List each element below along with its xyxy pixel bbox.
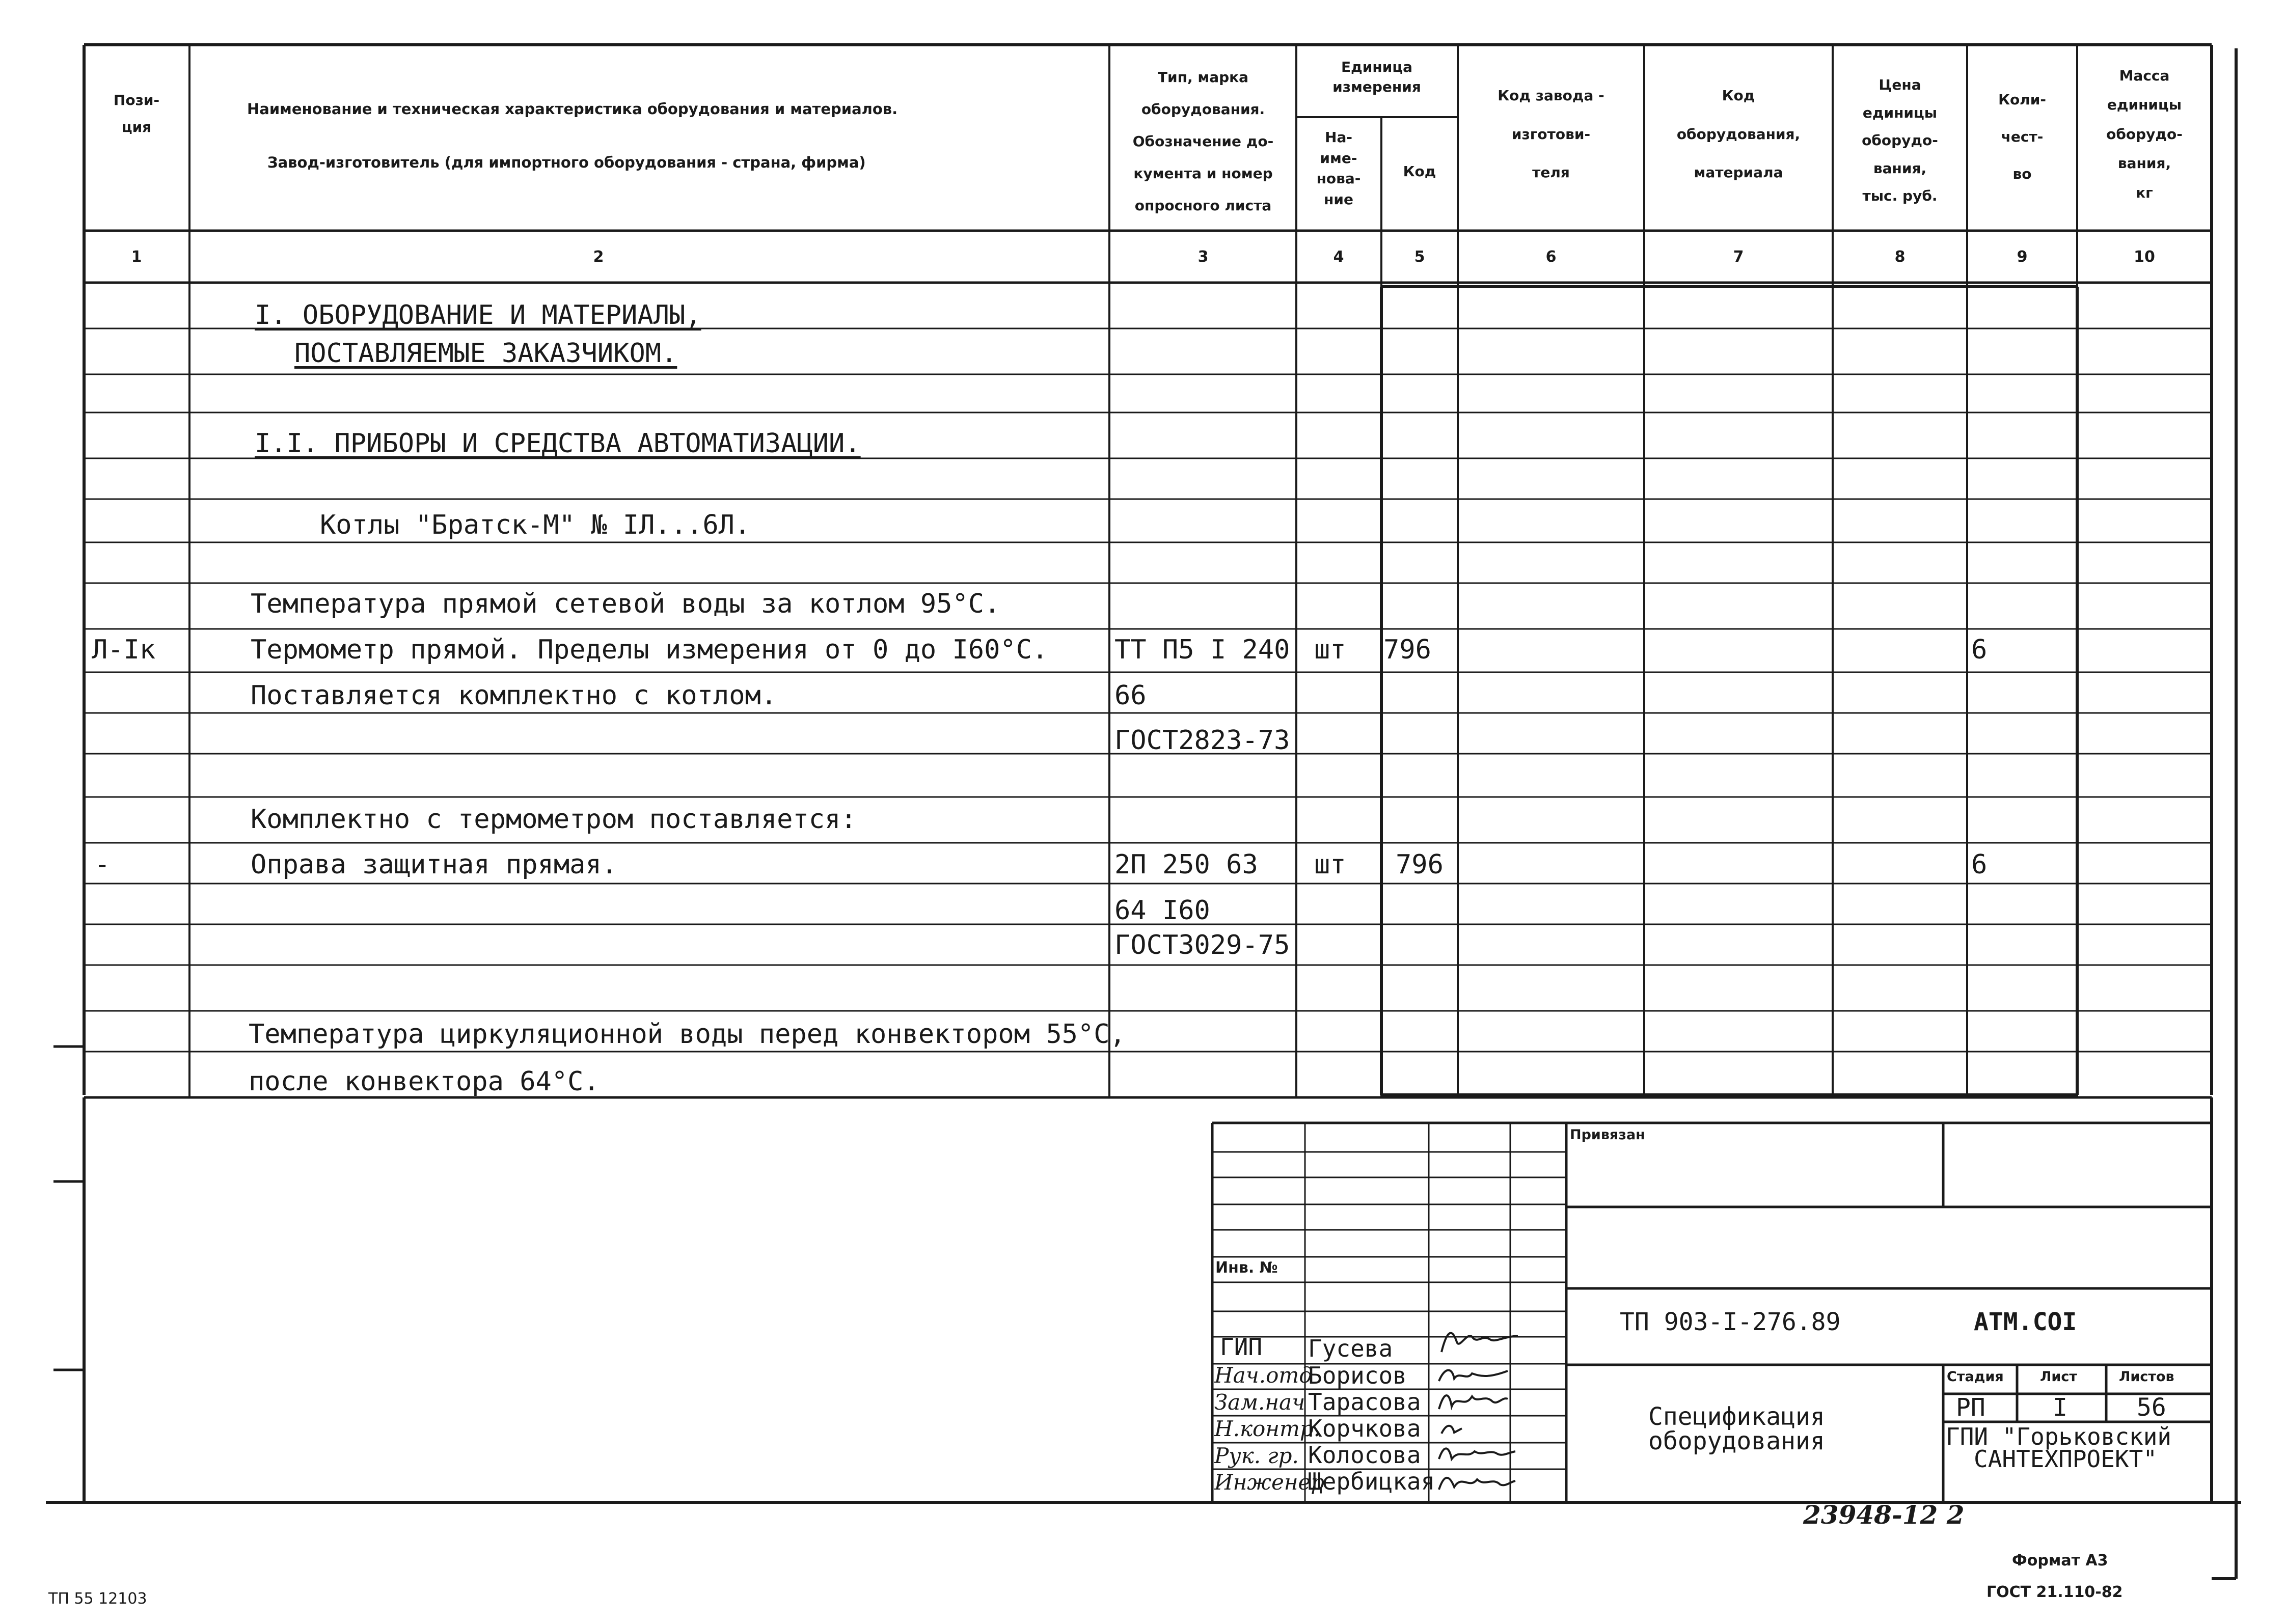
signature-group-lead xyxy=(1431,1439,1518,1467)
stage-value: РП xyxy=(1956,1393,1985,1422)
sheet-label: Лист xyxy=(2040,1369,2077,1385)
form-code: ТП 55 12103 xyxy=(48,1590,147,1608)
header-unit-group: Единица измерения xyxy=(1332,59,1421,96)
column-number: 2 xyxy=(593,248,604,266)
person-name: Колосова xyxy=(1308,1441,1421,1469)
header-name-line2: Завод-изготовитель (для импортного оборудования - страна, фирма) xyxy=(267,154,866,171)
type-cell: 66 xyxy=(1114,680,1147,711)
column-number: 7 xyxy=(1733,248,1744,266)
unit-cell: шт xyxy=(1314,635,1346,665)
inventory-label: Инв. № xyxy=(1215,1259,1278,1277)
header-mass: Масса единицы оборудо- вания, кг xyxy=(2106,67,2183,201)
header-unit-code: Код xyxy=(1403,163,1436,180)
unit-code-cell: 796 xyxy=(1396,849,1444,880)
item-name: Термометр прямой. Пределы измерения от 0 до I60°С. xyxy=(251,635,1048,665)
header-price: Цена единицы оборудо- вания, тыс. руб. xyxy=(1862,76,1938,205)
person-name: Корчкова xyxy=(1308,1415,1421,1442)
person-name: Борисов xyxy=(1308,1362,1407,1389)
column-number: 10 xyxy=(2134,248,2155,266)
note-text: Комплектно с термометром поставляется: xyxy=(251,804,857,835)
header-manufacturer-code: Код завода - изготови- теля xyxy=(1498,87,1604,181)
column-number: 6 xyxy=(1545,248,1557,266)
sheets-label: Листов xyxy=(2119,1369,2174,1385)
header-name-line1: Наименование и техническая характеристика оборудования и материалов. xyxy=(247,100,898,118)
signature-engineer xyxy=(1431,1467,1518,1497)
signature-deputy xyxy=(1431,1386,1513,1414)
signature-gip xyxy=(1431,1322,1523,1360)
role-label: Н.контр. xyxy=(1214,1416,1321,1441)
column-number: 4 xyxy=(1333,248,1344,266)
note-text: Температура прямой сетевой воды за котлом 95°С. xyxy=(251,589,1000,619)
person-name: Тарасова xyxy=(1308,1388,1421,1416)
attached-label: Привязан xyxy=(1570,1127,1645,1143)
sheet-value: I xyxy=(2053,1393,2067,1422)
subsection-title: I.I. ПРИБОРЫ И СРЕДСТВА АВТОМАТИЗАЦИИ. xyxy=(255,428,861,459)
format-label: Формат А3 xyxy=(2012,1552,2108,1570)
signature-control xyxy=(1431,1413,1513,1441)
role-label: ГИП xyxy=(1220,1333,1263,1361)
handwritten-number: 23948-12 2 xyxy=(1803,1500,1965,1530)
header-quantity: Коли- чест- во xyxy=(1998,91,2046,182)
column-number: 5 xyxy=(1414,248,1425,266)
position-cell: Л-Iк xyxy=(92,635,156,665)
organization: ГПИ "Горьковский САНТЕХПРОЕКТ" xyxy=(1946,1423,2172,1473)
document-code: АТМ.СОI xyxy=(1974,1308,2077,1336)
quantity-cell: 6 xyxy=(1971,635,1988,665)
type-cell: ГОСТ3029-75 xyxy=(1114,930,1290,960)
column-number: 1 xyxy=(131,248,142,266)
unit-cell: шт xyxy=(1314,849,1346,880)
note-text: Температура циркуляционной воды перед конвектором 55°С, xyxy=(249,1019,1126,1050)
column-number: 3 xyxy=(1198,248,1209,266)
type-cell: 64 I60 xyxy=(1114,895,1210,926)
position-cell: - xyxy=(94,849,111,880)
person-name: Щербицкая xyxy=(1308,1468,1435,1495)
section-title: I. ОБОРУДОВАНИЕ И МАТЕРИАЛЫ, xyxy=(255,300,701,331)
role-label: Зам.нач xyxy=(1214,1390,1305,1415)
unit-code-cell: 796 xyxy=(1383,635,1431,665)
header-type: Тип, марка оборудования. Обозначение до- кумента и номер опросного листа xyxy=(1132,69,1274,214)
quantity-cell: 6 xyxy=(1971,849,1988,880)
document-title: Спецификация оборудования xyxy=(1648,1402,1825,1455)
sheets-value: 56 xyxy=(2137,1393,2166,1422)
header-unit-name: На- име- нова- ние xyxy=(1316,129,1361,208)
type-cell: ТТ П5 I 240 xyxy=(1114,635,1290,665)
header-equipment-code: Код оборудования, материала xyxy=(1676,87,1801,181)
header-position: Пози- ция xyxy=(113,92,160,136)
type-cell: ГОСТ2823-73 xyxy=(1114,725,1290,756)
column-number: 8 xyxy=(1894,248,1906,266)
note-text: после конвектора 64°С. xyxy=(249,1066,600,1097)
role-label: Инженер xyxy=(1214,1470,1325,1495)
item-note: Поставляется комплектно с котлом. xyxy=(251,680,777,711)
signature-head xyxy=(1431,1361,1513,1389)
person-name: Гусева xyxy=(1308,1335,1393,1362)
gost-label: ГОСТ 21.110-82 xyxy=(1986,1583,2123,1601)
role-label: Нач.отд xyxy=(1214,1363,1313,1388)
item-name: Оправа защитная прямая. xyxy=(251,849,618,880)
stage-label: Стадия xyxy=(1947,1369,2004,1385)
group-title: Котлы "Братск-М" № IЛ...6Л. xyxy=(320,510,751,540)
section-title: ПОСТАВЛЯЕМЫЕ ЗАКАЗЧИКОМ. xyxy=(294,338,677,369)
column-number: 9 xyxy=(2017,248,2028,266)
project-number: ТП 903-I-276.89 xyxy=(1620,1308,1841,1336)
role-label: Рук. гр. xyxy=(1214,1443,1299,1468)
type-cell: 2П 250 63 xyxy=(1114,849,1258,880)
